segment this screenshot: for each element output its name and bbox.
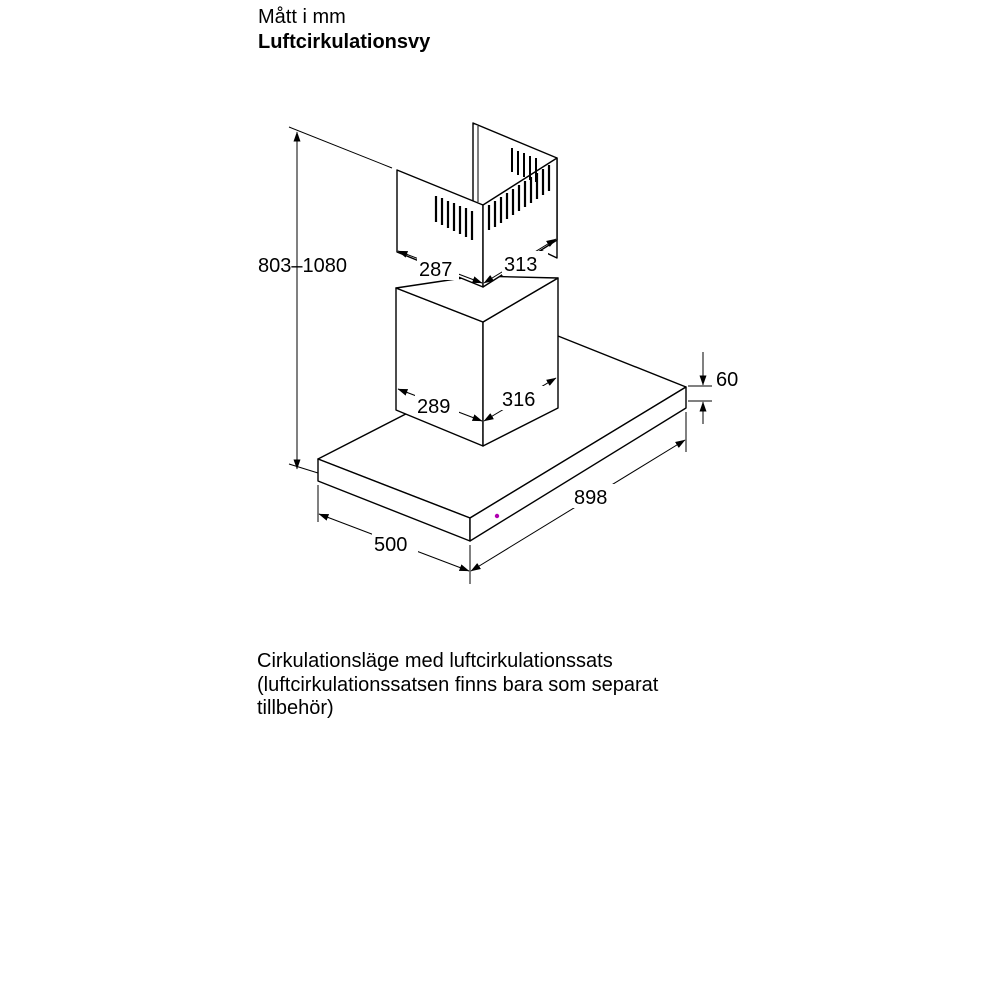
height-extension-top — [289, 127, 392, 168]
canopy-width-label: 898 — [574, 487, 608, 509]
chimney-lower-right-label: 316 — [502, 389, 536, 411]
height-extension-bottom — [289, 464, 318, 473]
indicator-light-icon — [495, 514, 499, 518]
chimney-upper-right-label: 313 — [504, 254, 538, 276]
lower-chimney — [396, 276, 558, 446]
canopy-thickness-label: 60 — [716, 369, 739, 391]
chimney-lower-left-label: 289 — [417, 396, 451, 418]
view-title: Luftcirkulationsvy — [258, 31, 431, 53]
note-line-1: Cirkulationsläge med luftcirkulationssats — [257, 650, 613, 672]
note-line-2: (luftcirkulationssatsen finns bara som separat — [257, 673, 659, 696]
note-line-3: tillbehör) — [257, 697, 334, 719]
unit-label: Mått i mm — [258, 6, 346, 28]
circulation-note — [257, 650, 817, 721]
height-range-label: 803–1080 — [258, 255, 347, 277]
chimney-upper-left-label: 287 — [419, 259, 453, 281]
canopy-depth-label: 500 — [374, 534, 408, 556]
